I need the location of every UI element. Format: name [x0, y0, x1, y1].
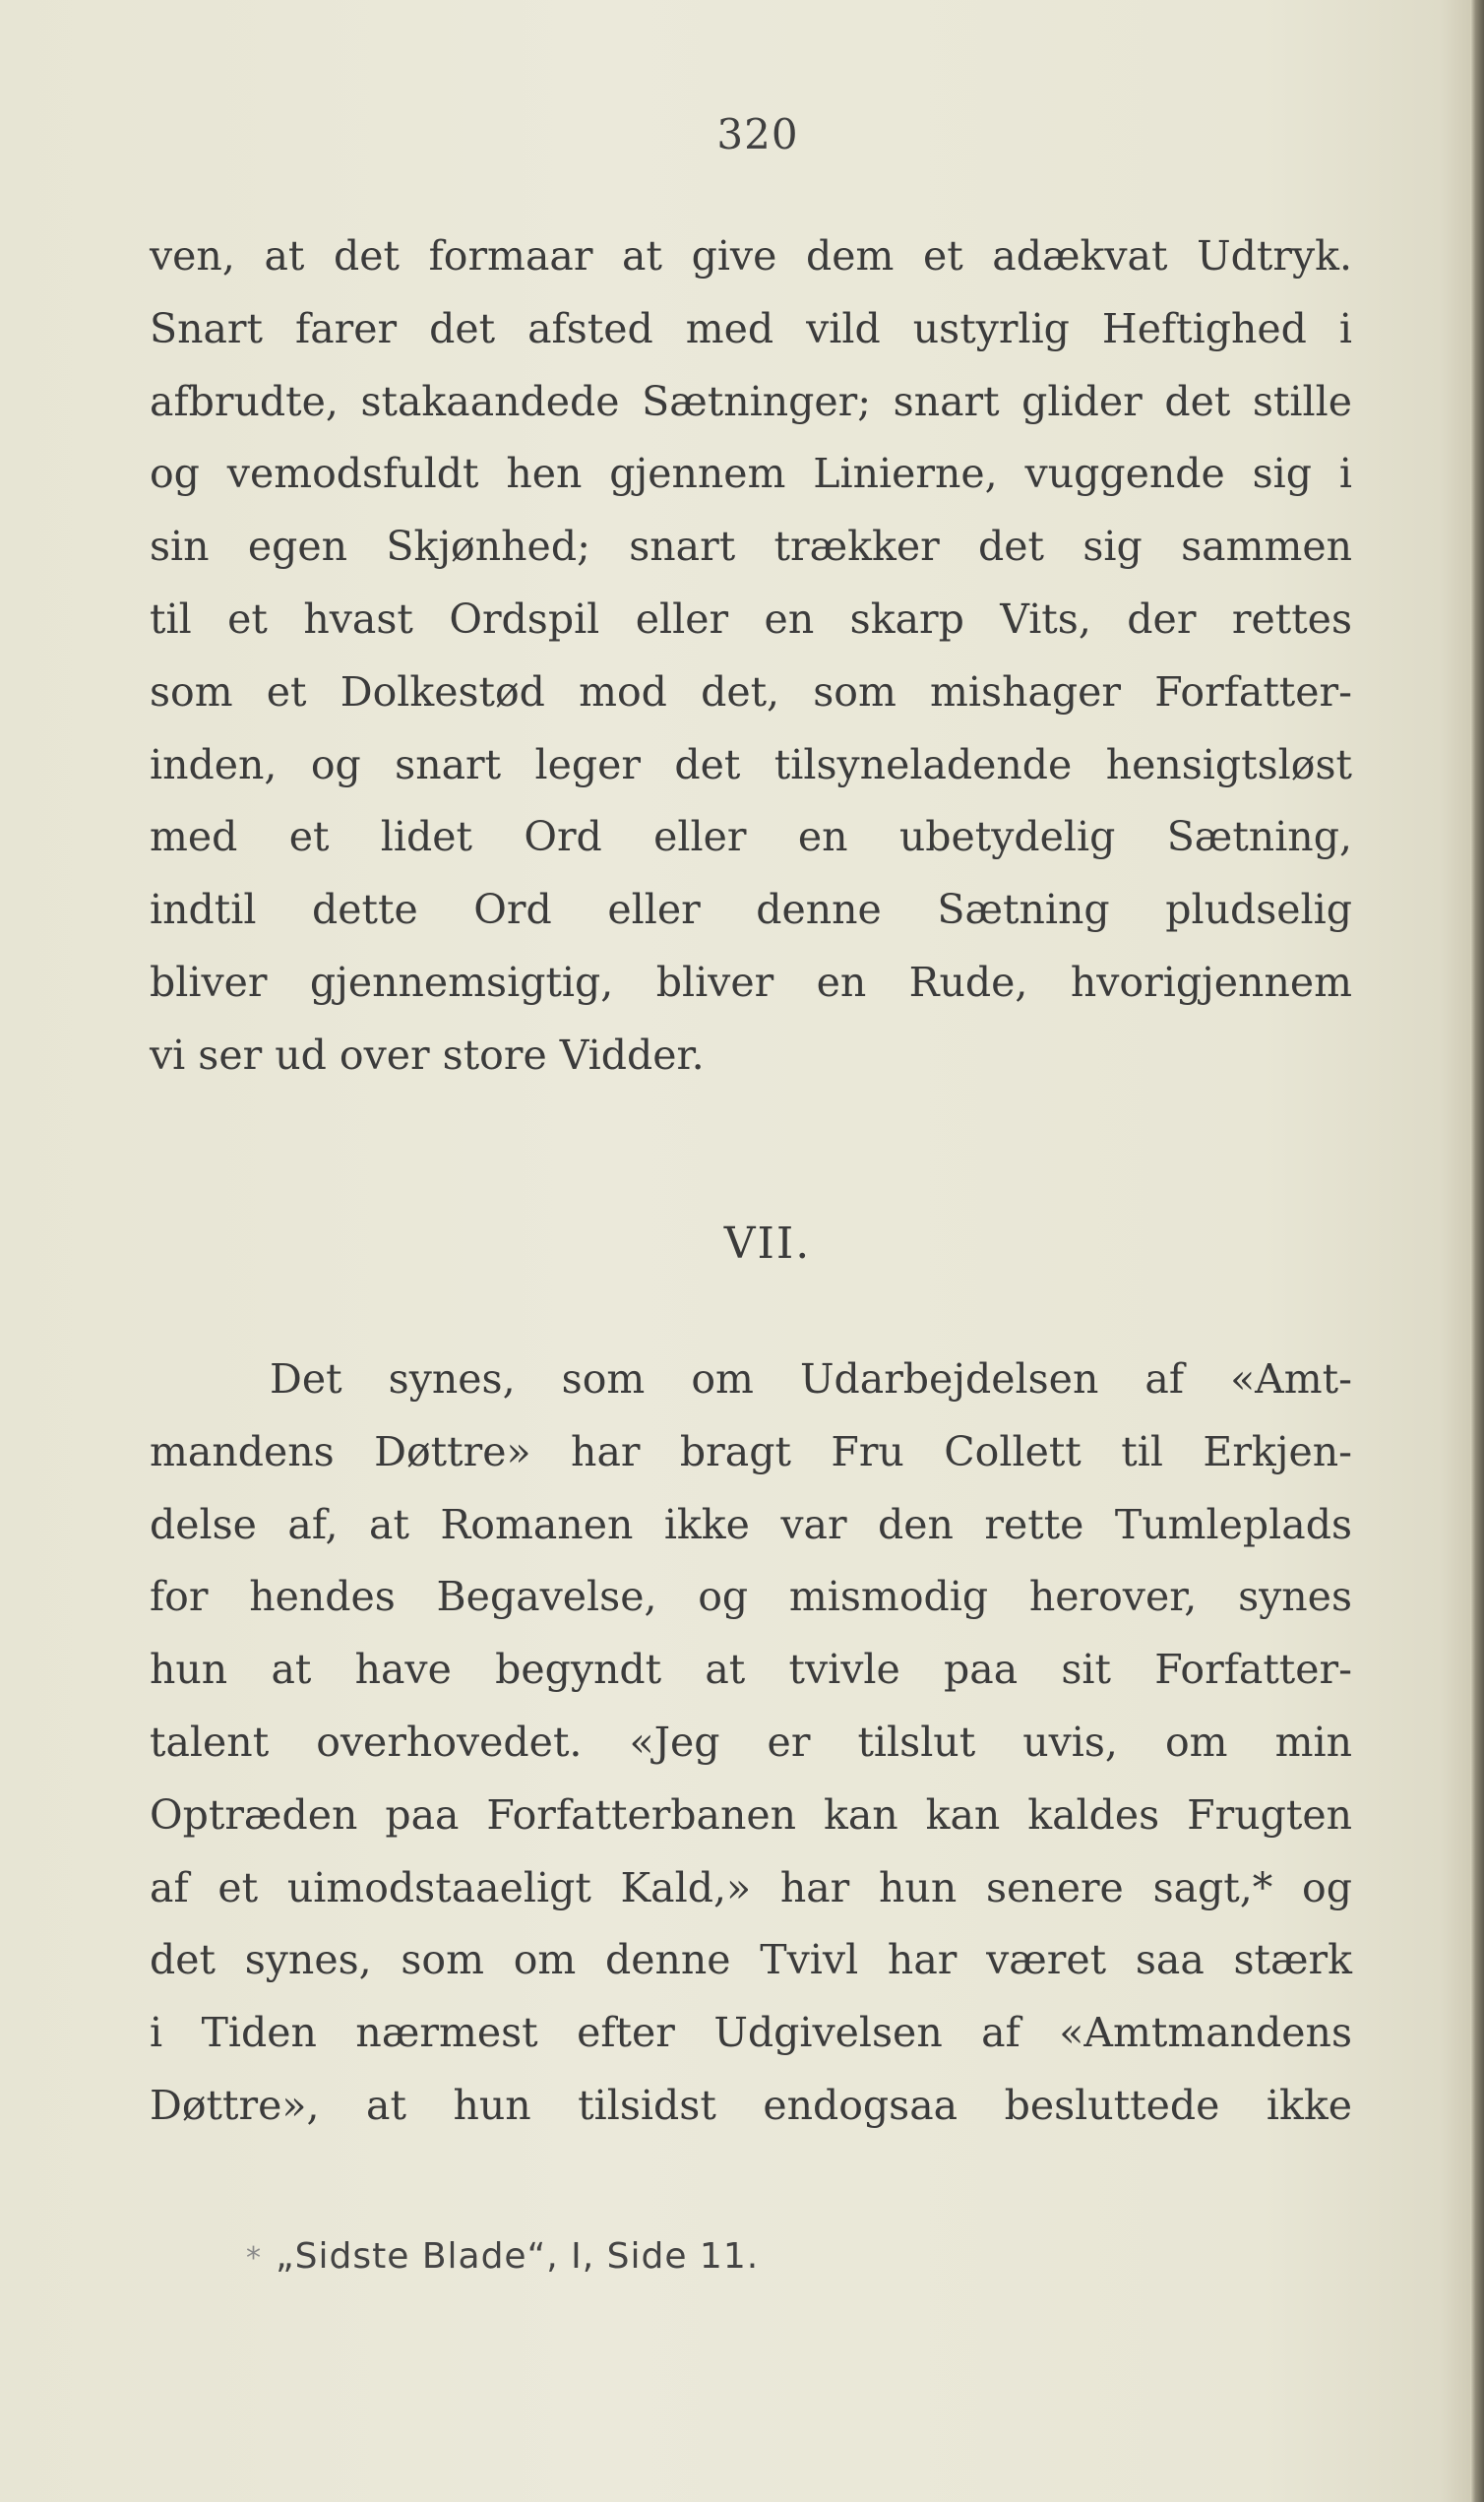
text-line: vi ser ud over store Vidder. — [150, 1031, 705, 1079]
text-line: talent overhovedet. «Jeg er tilslut uvis, om min — [150, 1718, 1352, 1766]
page-number: 320 — [716, 110, 799, 158]
text-line: Optræden paa Forfatterbanen kan kan kaldes Frugten — [150, 1790, 1352, 1839]
text-line: af et uimodstaaeligt Kald,» har hun senere sagt,* og — [150, 1863, 1352, 1911]
text-line: med et lidet Ord eller en ubetydelig Sætning, — [150, 813, 1352, 861]
text-line: hun at have begyndt at tvivle paa sit Forfatter- — [150, 1646, 1352, 1694]
text-line: afbrudte, stakaandede Sætninger; snart glider det stille — [150, 377, 1352, 425]
text-line: det synes, som om denne Tvivl har været saa stærk — [150, 1936, 1352, 1984]
text-line: for hendes Begavelse, og mismodig herover, synes — [150, 1573, 1352, 1621]
text-line: Snart farer det afsted med vild ustyrlig Heftighed i — [150, 304, 1352, 352]
text-line: inden, og snart leger det tilsyneladende hensigtsløst — [150, 740, 1352, 788]
text-line: sin egen Skjønhed; snart trækker det sig sammen — [150, 523, 1352, 571]
text-line: som et Dolkestød mod det, som mishager Forfatter- — [150, 667, 1352, 716]
text-line: til et hvast Ordspil eller en skarp Vits, der rettes — [150, 594, 1352, 643]
section-heading: VII. — [723, 1219, 812, 1269]
paragraph-1 — [150, 220, 1352, 1093]
text-line: mandens Døttre» har bragt Fru Collett til Erkjen- — [150, 1427, 1352, 1475]
text-line: delse af, at Romanen ikke var den rette Tumleplads — [150, 1500, 1352, 1548]
text-line: i Tiden nærmest efter Udgivelsen af «Amtmandens — [150, 2009, 1352, 2057]
text-line: Døttre», at hun tilsidst endogsaa besluttede ikke — [150, 2081, 1352, 2129]
footnote-mark: * — [246, 2241, 262, 2276]
paragraph-2 — [150, 1344, 1352, 2143]
text-line: ven, at det formaar at give dem et adækvat Udtryk. — [150, 232, 1352, 280]
footnote — [246, 2236, 759, 2277]
footnote-text: „Sidste Blade“, I, Side 11. — [276, 2236, 760, 2277]
text-line: og vemodsfuldt hen gjennem Linierne, vuggende sig i — [150, 450, 1352, 498]
text-line: indtil dette Ord eller denne Sætning pludselig — [150, 886, 1352, 934]
text-line: bliver gjennemsigtig, bliver en Rude, hvorigjennem — [150, 958, 1352, 1006]
text-line: Det synes, som om Udarbejdelsen af «Amt- — [270, 1355, 1352, 1403]
